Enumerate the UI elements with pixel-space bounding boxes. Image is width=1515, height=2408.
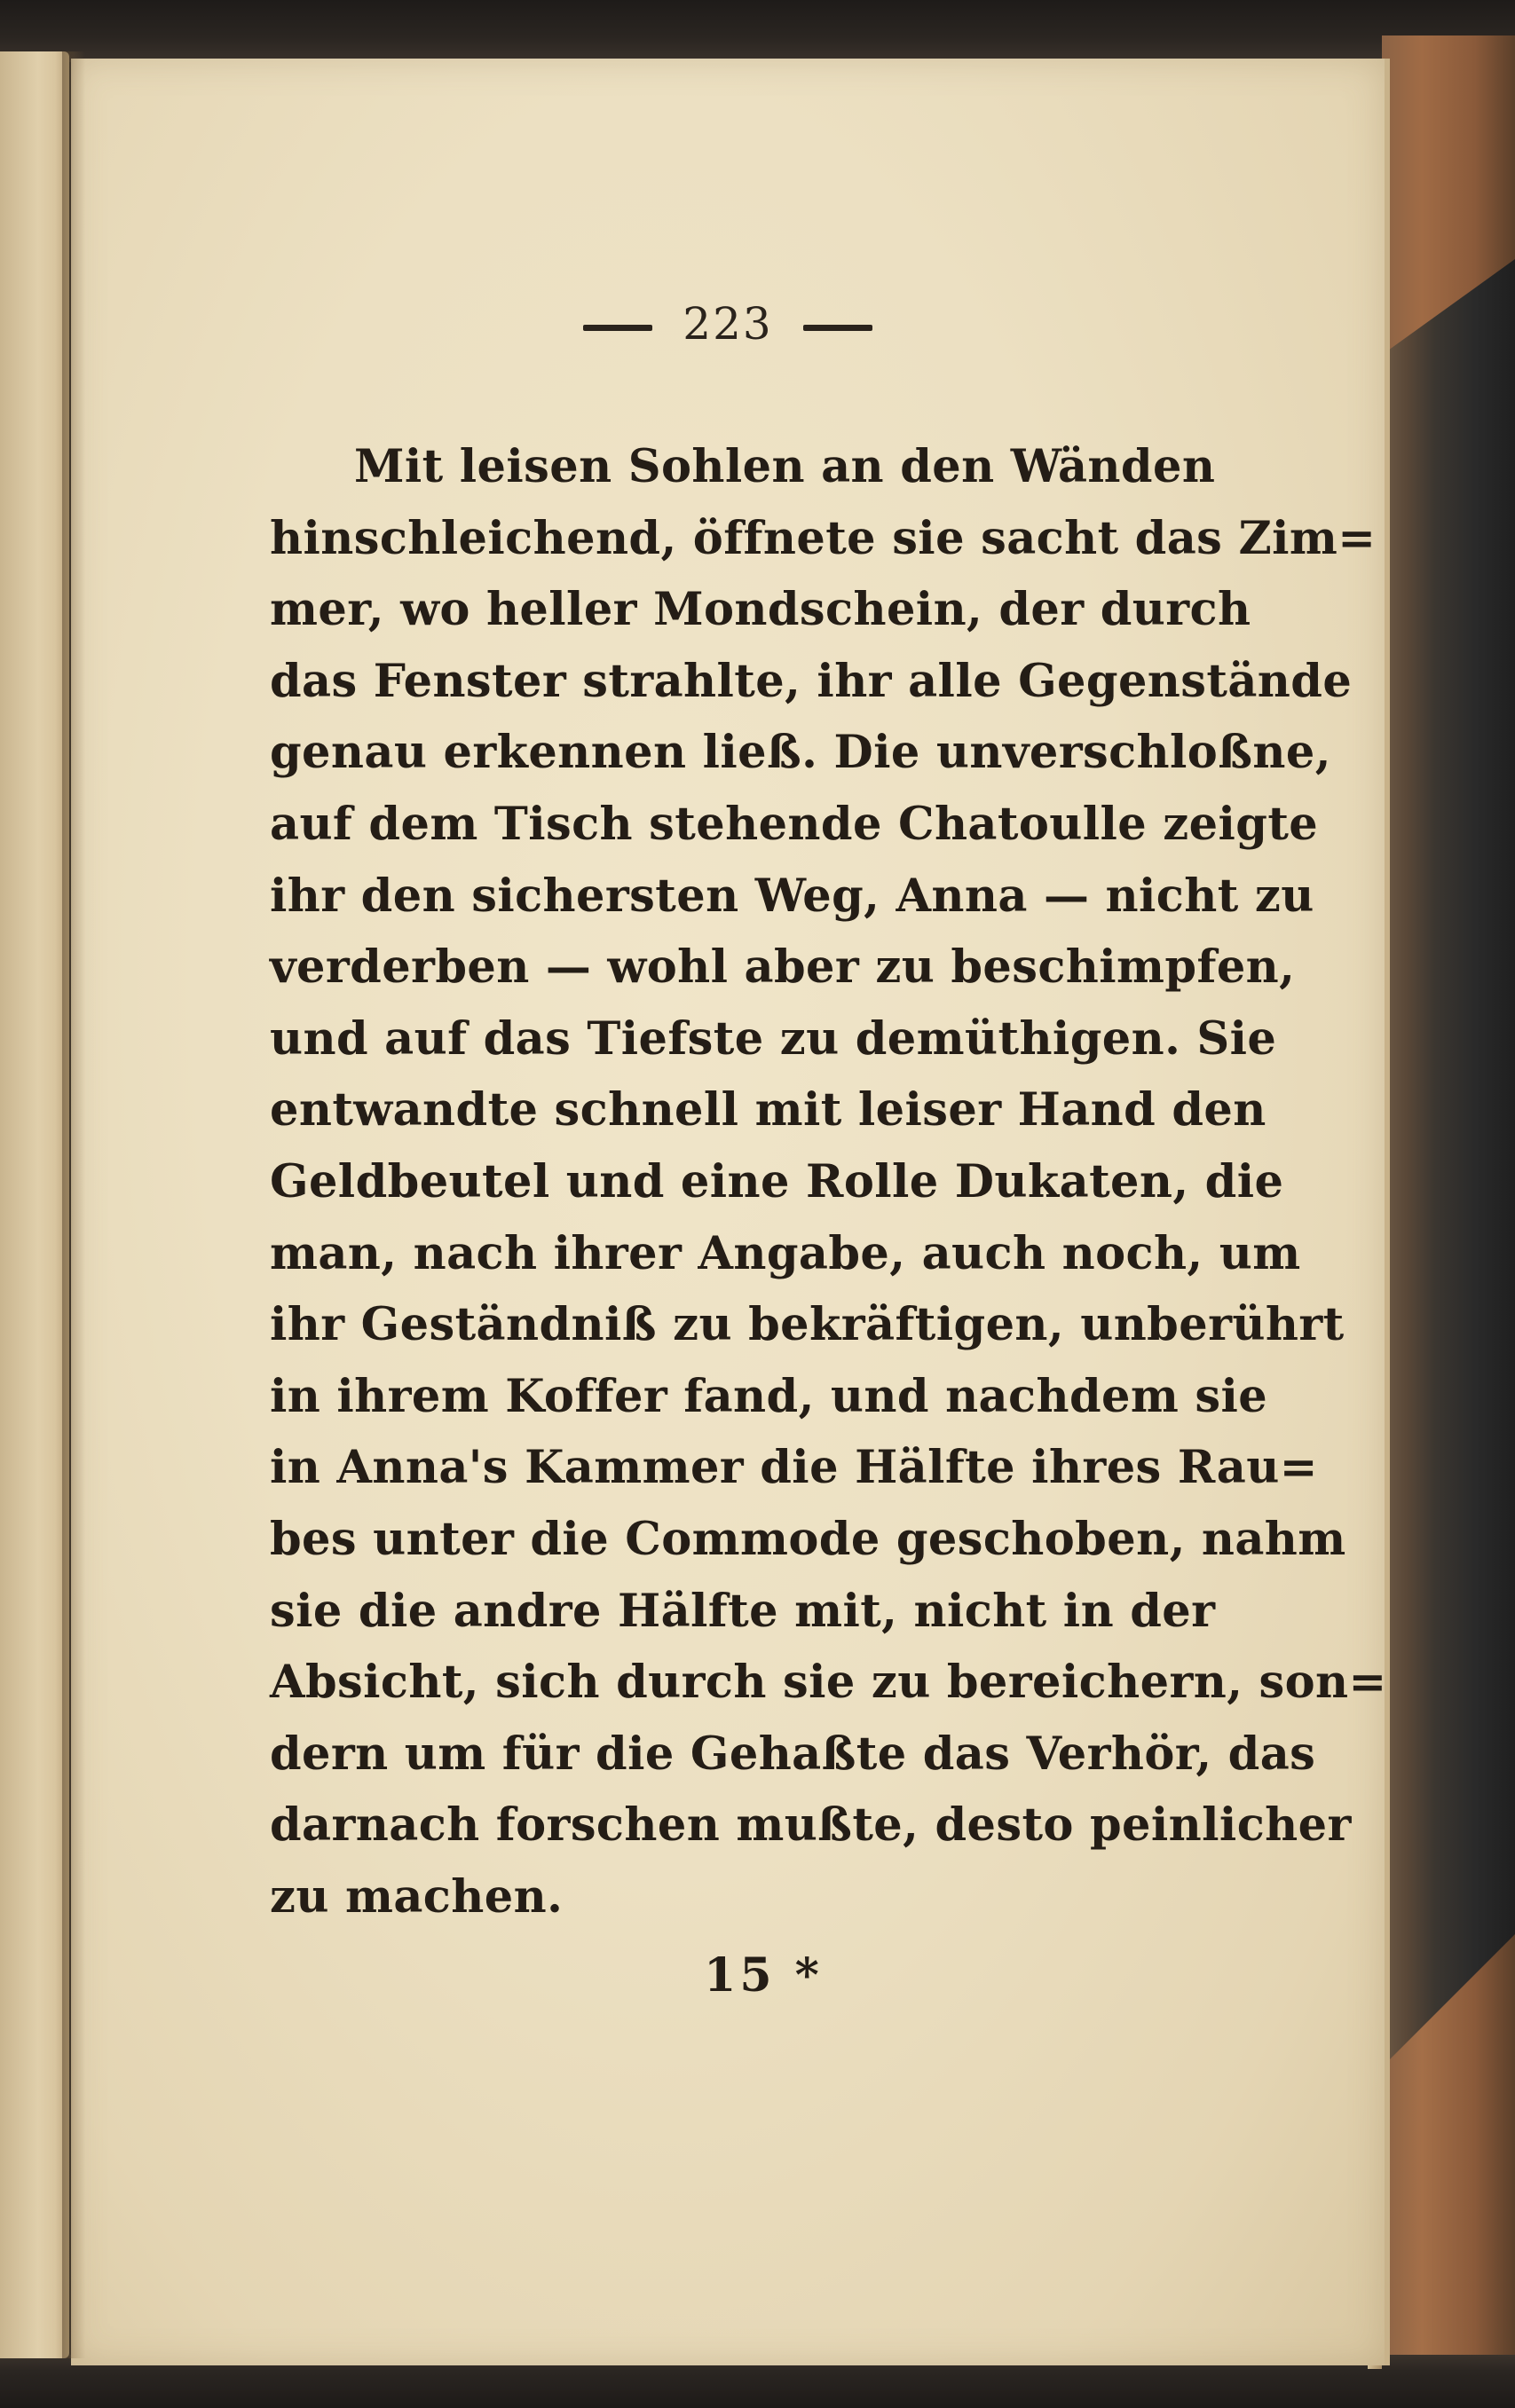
text-line: entwandte schnell mit leiser Hand den [270, 1083, 1266, 1137]
text-line: genau erkennen ließ. Die unverschloßne, [270, 726, 1331, 780]
text-line: Absicht, sich durch sie zu bereichern, son= [270, 1656, 1387, 1710]
text-line: in Anna's Kammer die Hälfte ihres Rau= [270, 1441, 1318, 1495]
text-line: mer, wo heller Mondschein, der durch [270, 583, 1251, 637]
text-line: Geldbeutel und eine Rolle Dukaten, die [270, 1154, 1284, 1208]
page-gutter-shadow [62, 51, 85, 2358]
text-line: Mit leisen Sohlen an den Wänden [354, 440, 1216, 493]
text-line: hinschleichend, öffnete sie sacht das Zim= [270, 511, 1377, 565]
text-line: darnach forschen mußte, desto peinlicher [270, 1798, 1352, 1853]
page-number: 223 [683, 298, 773, 350]
book-page [71, 59, 1390, 2365]
text-line: verderben — wohl aber zu beschimpfen, [270, 940, 1296, 995]
text-line: das Fenster strahlte, ihr alle Gegenstände [270, 654, 1353, 708]
header-dash-right [803, 325, 872, 331]
text-line: ihr Geständniß zu bekräftigen, unberührt [270, 1298, 1345, 1352]
facing-page-edge [0, 51, 69, 2358]
text-line: auf dem Tisch stehende Chatoulle zeigte [270, 797, 1319, 851]
book-cover-top-edge [0, 0, 1515, 62]
body-text [270, 431, 1387, 1932]
header-dash-left [583, 325, 652, 331]
text-line: und auf das Tiefste zu demüthigen. Sie [270, 1011, 1277, 1066]
text-line: dern um für die Gehaßte das Verhör, das [270, 1727, 1316, 1781]
text-line: sie die andre Hälfte mit, nicht in der [270, 1584, 1216, 1638]
text-line: zu machen. [270, 1869, 564, 1924]
text-line: ihr den sichersten Weg, Anna — nicht zu [270, 869, 1314, 923]
text-line: man, nach ihrer Angabe, auch noch, um [270, 1226, 1301, 1280]
text-line: in ihrem Koffer fand, und nachdem sie [270, 1369, 1268, 1423]
text-line: bes unter die Commode geschoben, nahm [270, 1512, 1346, 1566]
page-header [71, 298, 1385, 350]
signature-mark: 15 * [704, 1948, 823, 2003]
